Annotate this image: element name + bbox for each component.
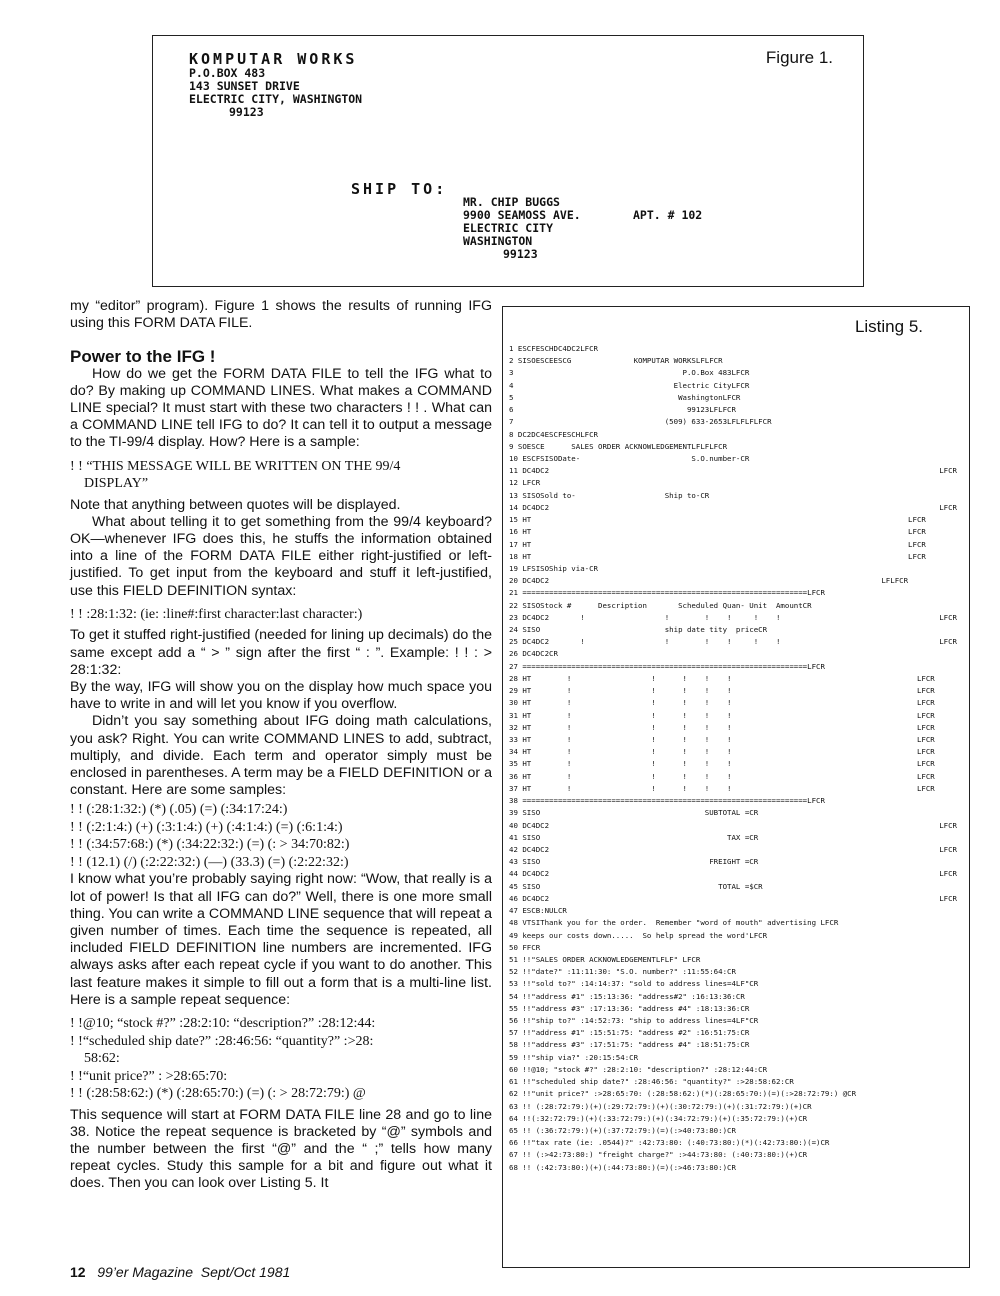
listing-line-terminator: LFCR bbox=[916, 722, 957, 732]
listing-line-text: 66 !!"tax rate (ie: .0544)?" :42:73:80: (:40:73:80:)(*)(:42:73:80:)(=)CR bbox=[509, 1138, 830, 1148]
code-line: ! ! (:28:1:32:) (*) (.05) (=) (:34:17:24:) bbox=[70, 802, 288, 818]
listing-line-terminator: LFCR bbox=[916, 759, 957, 769]
magazine-name: 99’er Magazine bbox=[97, 1264, 193, 1280]
code-line: ! ! (:2:1:4:) (+) (:3:1:4:) (+) (:4:1:4:) (=) (:6:1:4:) bbox=[70, 819, 343, 835]
listing-line bbox=[509, 1003, 961, 1015]
listing-line bbox=[509, 954, 961, 966]
listing-line-text: 35 HT ! ! ! ! ! bbox=[509, 759, 732, 769]
listing-line-terminator: LFCR bbox=[916, 747, 957, 757]
listing-line-text: 57 !!"address #1" :15:51:75: "address #2" :16:51:75:CR bbox=[509, 1028, 750, 1038]
listing-line-text: 46 DC4DC2 bbox=[509, 893, 550, 903]
listing-line-terminator: LFCR bbox=[908, 527, 957, 537]
listing-line bbox=[509, 722, 961, 734]
figure-caption: Figure 1. bbox=[765, 48, 833, 67]
listing-line-terminator: LFCR bbox=[939, 637, 957, 647]
listing-line bbox=[509, 893, 961, 905]
page-footer bbox=[70, 1264, 290, 1280]
listing-line-text: 67 !! (:>42:73:80:) "freight charge?" :>44:73:80: (:40:73:80:)(+)CR bbox=[509, 1150, 808, 1160]
listing-line bbox=[509, 1015, 961, 1027]
listing-line-text: 23 DC4DC2 ! ! ! ! ! ! bbox=[509, 612, 781, 622]
listing-line-text: 65 !! (:36:72:79:)(+)(:37:72:79:)(=)(:>40:73:80:)CR bbox=[509, 1126, 736, 1135]
listing-line-text: 44 DC4DC2 bbox=[509, 869, 550, 879]
listing-line bbox=[509, 502, 961, 514]
sender-line: 143 SUNSET DRIVE bbox=[189, 79, 300, 93]
listing-line-text: 3 P.O.Box 483LFCR bbox=[509, 368, 750, 378]
listing-line-text: 32 HT ! ! ! ! ! bbox=[509, 722, 732, 732]
listing-line-terminator: LFCR bbox=[916, 698, 957, 708]
listing-line-text: 9 SOESCE SALES ORDER ACKNOWLEDGEMENTLFLFLFCR bbox=[509, 441, 728, 451]
listing-line-terminator: LFCR bbox=[939, 502, 957, 512]
listing-line bbox=[509, 917, 961, 929]
recipient-line: MR. CHIP BUGGS bbox=[463, 195, 560, 209]
listing-line bbox=[509, 783, 961, 795]
listing-line-text: 38 ================================================================LFCR bbox=[509, 796, 825, 806]
listing-line bbox=[509, 612, 961, 624]
listing-line bbox=[509, 966, 961, 978]
code-line: ! ! (:34:57:68:) (*) (:34:22:32:) (=) (: > 34:70:82:) bbox=[70, 837, 350, 853]
code-line: ! ! “THIS MESSAGE WILL BE WRITTEN ON THE 99/4 bbox=[70, 458, 401, 474]
listing-line bbox=[509, 1113, 961, 1125]
article-paragraph: How do we get the FORM DATA FILE to tell the IFG what to do? By making up COMMAND LINES. What makes a COMMAND LINE special? It must start with these two characters ! ! . What can a COMMAND LINE tell IFG to do? It can tell it to output a message to the TI-99/4 display. How? Here is a sample: bbox=[70, 365, 492, 451]
code-sample bbox=[70, 458, 492, 493]
listing-line bbox=[509, 881, 961, 893]
listing-line-text: 54 !!"address #1" :15:13:36: "address#2" :16:13:36:CR bbox=[509, 991, 745, 1001]
recipient-line: 99123 bbox=[503, 247, 538, 261]
listing-line bbox=[509, 477, 961, 489]
listing-line-text: 19 LFSISOShip via-CR bbox=[509, 563, 598, 573]
listing-line bbox=[509, 697, 961, 709]
listing-line bbox=[509, 563, 961, 575]
recipient-line: 9900 SEAMOSS AVE. bbox=[463, 208, 581, 222]
listing-line-text: 12 LFCR bbox=[509, 478, 541, 488]
code-line: 58:62: bbox=[84, 1051, 120, 1066]
listing-line-text: 21 ================================================================LFCR bbox=[509, 588, 825, 598]
listing-line-terminator: LFCR bbox=[908, 515, 957, 525]
listing-line-text: 60 !!@10; "stock #?" :28:2:10: "description?" :28:12:44:CR bbox=[509, 1064, 768, 1074]
listing-line-text: 11 DC4DC2 bbox=[509, 466, 550, 476]
listing-line bbox=[509, 807, 961, 819]
listing-lines bbox=[509, 343, 961, 1174]
listing-line bbox=[509, 624, 961, 636]
listing-line-terminator: LFCR bbox=[939, 820, 957, 830]
listing-line bbox=[509, 429, 961, 441]
listing-line-text: 26 DC4DC2CR bbox=[509, 649, 558, 659]
figure-1-box bbox=[152, 35, 864, 287]
listing-line-text: 14 DC4DC2 bbox=[509, 502, 550, 512]
listing-line-text: 28 HT ! ! ! ! ! bbox=[509, 673, 732, 683]
listing-line-text: 31 HT ! ! ! ! ! bbox=[509, 710, 732, 720]
listing-line-text: 24 SISO ship date tity priceCR bbox=[509, 625, 768, 635]
listing-line bbox=[509, 820, 961, 832]
listing-line-terminator: LFCR bbox=[916, 771, 957, 781]
listing-line-terminator: LFCR bbox=[908, 539, 957, 549]
article-paragraph: my “editor” program). Figure 1 shows the results of running IFG using this FORM DATA FILE. bbox=[70, 298, 492, 332]
listing-line bbox=[509, 600, 961, 612]
listing-line bbox=[509, 575, 961, 587]
listing-line bbox=[509, 380, 961, 392]
listing-line-terminator: LFCR bbox=[916, 673, 957, 683]
listing-line-text: 55 !!"address #3" :17:13:36: "address #4" :18:13:36:CR bbox=[509, 1003, 750, 1013]
listing-line-text: 45 SISO TOTAL =$CR bbox=[509, 881, 763, 891]
listing-line-text: 33 HT ! ! ! ! ! bbox=[509, 735, 732, 744]
listing-line bbox=[509, 1027, 961, 1039]
code-samples bbox=[70, 801, 492, 871]
listing-line-text: 62 !!"unit price?" :>28:65:70: (:28:58:62:)(*)(:28:65:70:)(=)(:>28:72:79:) @CR bbox=[509, 1089, 857, 1099]
listing-line-text: 25 DC4DC2 ! ! ! ! ! ! bbox=[509, 637, 781, 647]
listing-line-text: 2 SISOESCEESCG KOMPUTAR WORKSLFLFCR bbox=[509, 356, 723, 366]
listing-line-text: 20 DC4DC2 bbox=[509, 576, 550, 586]
article-paragraph: Didn’t you say something about IFG doing math calculations, you ask? Right. You can write COMMAND LINES to add, subtract, multiply, and divide. Each term and operator simply must be enclosed in parentheses. A term may be a FIELD DEFINITION or a constant. Here are some samples: bbox=[70, 713, 492, 799]
listing-line bbox=[509, 648, 961, 660]
listing-line bbox=[509, 978, 961, 990]
listing-line-text: 58 !!"address #3" :17:51:75: "address #4" :18:51:75:CR bbox=[509, 1040, 750, 1050]
code-line: ! !@10; “stock #?” :28:2:10: “description?” :28:12:44: bbox=[70, 1016, 376, 1031]
listing-line bbox=[509, 636, 961, 648]
listing-line bbox=[509, 1076, 961, 1088]
listing-line-terminator: LFCR bbox=[939, 869, 957, 879]
issue-date: Sept/Oct 1981 bbox=[200, 1264, 291, 1280]
code-line: DISPLAY” bbox=[84, 476, 149, 492]
listing-line bbox=[509, 868, 961, 880]
listing-5-box bbox=[502, 306, 970, 1268]
listing-line-text: 52 !!"date?" :11:11:30: "S.O. number?" :11:55:64:CR bbox=[509, 967, 736, 977]
listing-line bbox=[509, 1125, 961, 1137]
listing-line-text: 7 (509) 633-2653LFLFLFLFCR bbox=[509, 417, 772, 427]
listing-line bbox=[509, 465, 961, 477]
code-line: ! !“scheduled ship date?” :28:46:56: “quantity?” :>28: bbox=[70, 1033, 374, 1049]
listing-line-terminator: LFCR bbox=[908, 551, 957, 561]
listing-line bbox=[509, 710, 961, 722]
listing-line-terminator: LFCR bbox=[916, 735, 957, 744]
article-paragraph: By the way, IFG will show you on the display how much space you have to write in and will let you know if you overflow. bbox=[70, 678, 492, 713]
listing-line-text: 5 WashingtonLFCR bbox=[509, 392, 741, 402]
listing-line bbox=[509, 746, 961, 758]
listing-line-terminator: LFCR bbox=[939, 893, 957, 903]
listing-line bbox=[509, 453, 961, 465]
listing-line-text: 8 DC2DC4ESCFESCHLFCR bbox=[509, 429, 598, 439]
listing-line bbox=[509, 1088, 961, 1100]
article-paragraph: I know what you’re probably saying right now: “Wow, that really is a lot of power! Is that all IFG can do?” Well, there is one more small thing. You can write a COMMAND LINE sequence that will repeat a given number of times. Each time the sequence is repeated, all included FIELD DEFINITION line numbers are incremented. IFG always asks after each repeat cycle if you want to do another. This last feature makes it simple to fill out a form that is a multi-line list. Here is a sample repeat sequence: bbox=[70, 871, 492, 1008]
listing-line bbox=[509, 392, 961, 404]
listing-line bbox=[509, 441, 961, 453]
listing-line bbox=[509, 514, 961, 526]
listing-line bbox=[509, 1052, 961, 1064]
listing-line bbox=[509, 685, 961, 697]
listing-line-text: 40 DC4DC2 bbox=[509, 820, 550, 830]
listing-line-text: 17 HT bbox=[509, 539, 532, 549]
listing-line bbox=[509, 490, 961, 502]
listing-line bbox=[509, 551, 961, 563]
listing-line-text: 51 !!"SALES ORDER ACKNOWLEDGEMENTLFLF" LFCR bbox=[509, 954, 701, 964]
ship-to-label: SHIP TO: bbox=[351, 180, 448, 198]
listing-line-text: 42 DC4DC2 bbox=[509, 844, 550, 854]
listing-line-text: 30 HT ! ! ! ! ! bbox=[509, 698, 732, 708]
listing-caption: Listing 5. bbox=[854, 317, 923, 336]
listing-line bbox=[509, 1039, 961, 1051]
article-paragraph: This sequence will start at FORM DATA FILE line 28 and go to line 38. Notice the repeat sequence is bracketed by “@” symbols and the number between the first “@” and the “ ;” tells how many repeat cycles. Study this sample for a bit and figure out what it does. Then you can look over Listing 5. It bbox=[70, 1106, 492, 1192]
listing-line bbox=[509, 991, 961, 1003]
listing-line bbox=[509, 734, 961, 746]
listing-line bbox=[509, 539, 961, 551]
listing-line bbox=[509, 1064, 961, 1076]
listing-line-terminator: LFCR bbox=[939, 466, 957, 476]
listing-line-terminator: LFCR bbox=[916, 710, 957, 720]
listing-line-text: 6 99123LFLFCR bbox=[509, 405, 736, 415]
listing-line bbox=[509, 1149, 961, 1161]
listing-line-terminator: LFCR bbox=[916, 783, 957, 793]
listing-line-text: 39 SISO SUBTOTAL =CR bbox=[509, 808, 759, 818]
listing-line-text: 1 ESCFESCHDC4DC2LFCR bbox=[509, 344, 598, 353]
code-sample bbox=[70, 606, 492, 624]
listing-line-terminator: LFCR bbox=[939, 844, 957, 854]
listing-line-text: 49 keeps our costs down..... So help spread the word'LFCR bbox=[509, 930, 768, 940]
section-heading: Power to the IFG ! bbox=[70, 347, 216, 367]
listing-line-text: 37 HT ! ! ! ! ! bbox=[509, 783, 732, 793]
listing-line-text: 15 HT bbox=[509, 515, 532, 525]
listing-line-text: 68 !! (:42:73:80:)(+)(:44:73:80:)(=)(:>46:73:80:)CR bbox=[509, 1162, 736, 1172]
listing-line-text: 4 Electric CityLFCR bbox=[509, 380, 750, 390]
listing-line-text: 43 SISO FREIGHT =CR bbox=[509, 857, 759, 867]
listing-line bbox=[509, 343, 961, 355]
listing-line bbox=[509, 942, 961, 954]
listing-line bbox=[509, 416, 961, 428]
listing-line bbox=[509, 758, 961, 770]
listing-line bbox=[509, 771, 961, 783]
listing-line-text: 47 ESCB:NULCR bbox=[509, 906, 567, 916]
listing-line-text: 22 SISOStock # Description Scheduled Quan- Unit AmountCR bbox=[509, 600, 812, 610]
listing-line-terminator: LFLFCR bbox=[881, 576, 957, 586]
repeat-sample bbox=[70, 1015, 492, 1103]
recipient-line: WASHINGTON bbox=[463, 234, 533, 248]
listing-line-text: 48 VTSIThank you for the order. Remember "word of mouth" advertising LFCR bbox=[509, 918, 839, 928]
listing-line-text: 53 !!"sold to?" :14:14:37: "sold to address lines=4LF"CR bbox=[509, 979, 759, 989]
recipient-line: ELECTRIC CITY bbox=[463, 221, 554, 235]
listing-line-text: 13 SISOSold to- Ship to-CR bbox=[509, 490, 710, 500]
listing-line bbox=[509, 673, 961, 685]
recipient-apt: APT. # 102 bbox=[633, 208, 703, 222]
listing-line-text: 41 SISO TAX =CR bbox=[509, 832, 759, 842]
code-line: ! ! (:28:58:62:) (*) (:28:65:70:) (=) (: > 28:72:79:) @ bbox=[70, 1086, 366, 1101]
listing-line-text: 36 HT ! ! ! ! ! bbox=[509, 771, 732, 781]
listing-line bbox=[509, 404, 961, 416]
listing-line bbox=[509, 1137, 961, 1149]
listing-line bbox=[509, 856, 961, 868]
listing-line bbox=[509, 930, 961, 942]
listing-line-terminator: LFCR bbox=[939, 612, 957, 622]
listing-line-text: 29 HT ! ! ! ! ! bbox=[509, 686, 732, 696]
listing-line bbox=[509, 587, 961, 599]
article-paragraph: To get it stuffed right-justified (needed for lining up decimals) do the same except add a “ > ” sign after the first “ : ”. Example: ! ! : > 28:1:32: bbox=[70, 627, 492, 678]
article-paragraph: What about telling it to get something from the 99/4 keyboard? OK—whenever IFG does this, he stuffs the information obtained into a line of the FORM DATA FILE either right-justified or left-justified. To get input from the keyboard and stuff it left-justified, use this FIELD DEFINITION syntax: bbox=[70, 513, 492, 599]
listing-line bbox=[509, 1101, 961, 1113]
page-number: 12 bbox=[70, 1264, 86, 1280]
listing-line bbox=[509, 661, 961, 673]
sender-name: KOMPUTAR WORKS bbox=[189, 50, 358, 68]
sender-line: 99123 bbox=[229, 105, 264, 119]
listing-line-text: 50 FFCR bbox=[509, 942, 541, 952]
listing-line-text: 27 ================================================================LFCR bbox=[509, 661, 825, 671]
listing-line bbox=[509, 832, 961, 844]
article-paragraph: Note that anything between quotes will be displayed. bbox=[70, 496, 401, 513]
listing-line-text: 18 HT bbox=[509, 551, 532, 561]
code-line: ! ! :28:1:32: (ie: :line#:first character:last character:) bbox=[70, 606, 363, 622]
listing-line bbox=[509, 355, 961, 367]
listing-line-text: 16 HT bbox=[509, 527, 532, 537]
listing-line bbox=[509, 526, 961, 538]
listing-line-terminator: LFCR bbox=[916, 686, 957, 696]
sender-line: ELECTRIC CITY, WASHINGTON bbox=[189, 92, 363, 106]
listing-line bbox=[509, 795, 961, 807]
sender-line: P.O.BOX 483 bbox=[189, 66, 266, 80]
listing-line bbox=[509, 1162, 961, 1174]
article-column bbox=[70, 298, 492, 1193]
listing-line bbox=[509, 844, 961, 856]
listing-line bbox=[509, 905, 961, 917]
listing-line-text: 34 HT ! ! ! ! ! bbox=[509, 747, 732, 757]
listing-line-text: 64 !!(:32:72:79:)(+)(:33:72:79:)(+)(:34:72:79:)(+)(:35:72:79:)(+)CR bbox=[509, 1113, 808, 1123]
listing-line-text: 56 !!"ship to?" :14:52:73: "ship to address lines=4LF"CR bbox=[509, 1016, 759, 1026]
listing-line-text: 61 !!"scheduled ship date?" :28:46:56: "quantity?" :>28:58:62:CR bbox=[509, 1077, 794, 1087]
listing-line-text: 59 !!"ship via?" :20:15:54:CR bbox=[509, 1052, 639, 1062]
listing-line-text: 10 ESCFSISODate- S.O.number-CR bbox=[509, 453, 750, 463]
code-line: ! !“unit price?” : >28:65:70: bbox=[70, 1068, 228, 1084]
listing-line-text: 63 !! (:28:72:79:)(+)(:29:72:79:)(+)(:30:72:79:)(+)(:31:72:79:)(+)CR bbox=[509, 1101, 812, 1111]
code-line: ! ! (12.1) (/) (:2:22:32:) (—) (33.3) (=) (:2:22:32:) bbox=[70, 854, 349, 870]
listing-line bbox=[509, 367, 961, 379]
